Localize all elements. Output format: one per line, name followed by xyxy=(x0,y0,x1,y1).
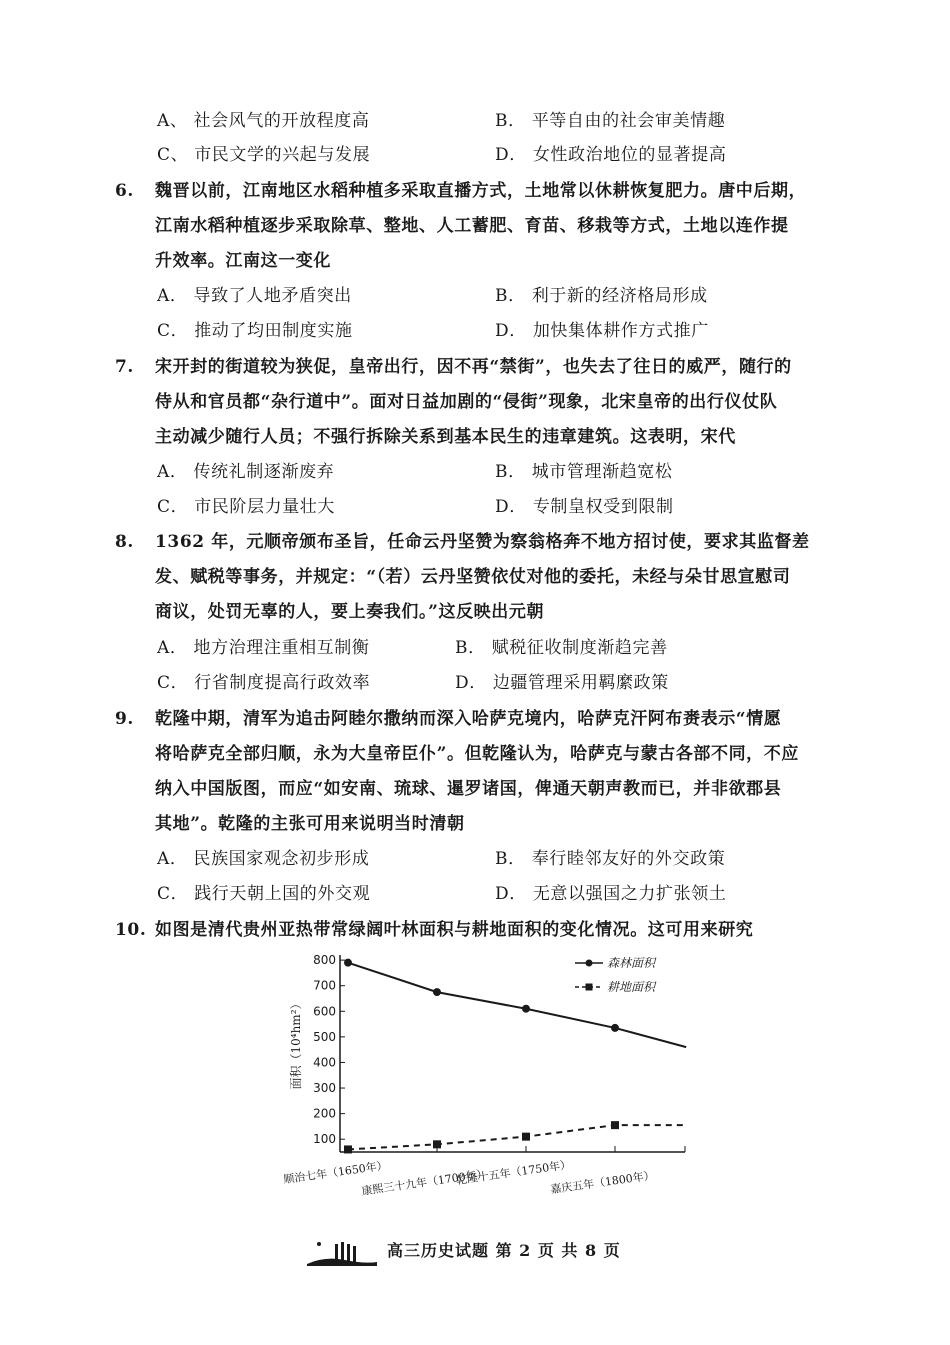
q9-number: 9. xyxy=(115,709,134,729)
data-point xyxy=(522,1133,530,1141)
q8-stem-line-1: 1362 年，元顺帝颁布圣旨，任命云丹坚赞为察翁格奔不地方招讨使，要求其监督差 xyxy=(155,532,810,552)
q9-stem-line-1: 乾隆中期，清军为追击阿睦尔撒纳而深入哈萨克境内，哈萨克汗阿布赉表示“情愿 xyxy=(155,709,782,729)
y-tick-label: 200 xyxy=(313,1106,336,1121)
x-tick-label: 嘉庆五年（1800年） xyxy=(549,1168,656,1197)
q9-option-b: B． 奉行睦邻友好的外交政策 xyxy=(495,849,726,869)
data-point xyxy=(611,1121,619,1129)
q9-stem-line-3: 纳入中国版图，而应“如安南、琉球、暹罗诸国，俾通天朝声教而已，并非欲郡县 xyxy=(155,779,782,799)
y-tick-label: 600 xyxy=(313,1004,336,1019)
q6-option-b: B． 利于新的经济格局形成 xyxy=(495,286,708,306)
legend-marker xyxy=(586,960,593,967)
data-point xyxy=(433,1140,441,1148)
q8-option-b: B． 赋税征收制度渐趋完善 xyxy=(455,638,668,658)
q6-option-c: C． 推动了均田制度实施 xyxy=(157,321,353,341)
q6-option-a: A． 导致了人地矛盾突出 xyxy=(157,286,352,306)
footer-text: 高三历史试题 第 2 页 共 8 页 xyxy=(387,1241,621,1260)
forest-farmland-chart xyxy=(270,945,700,1210)
q8-stem-line-3: 商议，处罚无辜的人，要上奏我们。”这反映出元朝 xyxy=(155,602,545,622)
q5-option-b: B． 平等自由的社会审美情趣 xyxy=(495,111,726,131)
q9-option-a: A． 民族国家观念初步形成 xyxy=(157,849,370,869)
series-line-1 xyxy=(348,963,686,1047)
chart-svg xyxy=(270,945,700,1210)
data-point xyxy=(433,988,441,996)
q5-option-c: C、 市民文学的兴起与发展 xyxy=(157,145,371,165)
x-tick-label: 乾隆十五年（1750年） xyxy=(455,1158,572,1188)
q6-stem-line-2: 江南水稻种植逐步采取除草、整地、人工蓄肥、育苗、移栽等方式，土地以连作提 xyxy=(155,216,789,236)
q8-number: 8. xyxy=(115,532,134,552)
q7-option-b: B． 城市管理渐趋宽松 xyxy=(495,462,673,482)
q6-option-d: D． 加快集体耕作方式推广 xyxy=(495,321,709,341)
q9-stem-line-4: 其地”。乾隆的主张可用来说明当时清朝 xyxy=(155,814,465,834)
data-point xyxy=(344,959,352,967)
q7-stem-line-1: 宋开封的街道较为狭促，皇帝出行，因不再“禁街”，也失去了往日的威严，随行的 xyxy=(155,357,792,377)
data-point xyxy=(344,1145,352,1153)
q7-option-d: D． 专制皇权受到限制 xyxy=(495,497,674,517)
q8-option-a: A． 地方治理注重相互制衡 xyxy=(157,638,370,658)
y-tick-label: 800 xyxy=(313,953,336,968)
y-tick-label: 400 xyxy=(313,1055,336,1070)
x-tick-label: 康熙三十九年（1700年） xyxy=(360,1167,489,1198)
y-axis-label: 面积（10⁴hm²） xyxy=(289,997,303,1090)
legend-label: 森林面积 xyxy=(607,956,656,970)
legend-marker xyxy=(586,984,593,991)
q8-option-d: D． 边疆管理采用羁縻政策 xyxy=(455,673,669,693)
data-point xyxy=(611,1024,619,1032)
x-tick-label: 顺治七年（1650年） xyxy=(282,1158,389,1187)
y-tick-label: 100 xyxy=(313,1132,336,1147)
q8-option-c: C． 行省制度提高行政效率 xyxy=(157,673,371,693)
q7-option-c: C． 市民阶层力量壮大 xyxy=(157,497,336,517)
q5-option-a: A、 社会风气的开放程度高 xyxy=(157,111,370,131)
q10-stem: 如图是清代贵州亚热带常绿阔叶林面积与耕地面积的变化情况。这可用来研究 xyxy=(155,920,754,940)
q9-stem-line-2: 将哈萨克全部归顺，永为大皇帝臣仆”。但乾隆认为，哈萨克与蒙古各部不同，不应 xyxy=(155,744,799,764)
series-line-2 xyxy=(348,1125,686,1149)
q10-number: 10. xyxy=(115,920,147,940)
q6-stem-line-3: 升效率。江南这一变化 xyxy=(155,251,331,271)
y-tick-label: 500 xyxy=(313,1029,336,1044)
q7-stem-line-3: 主动减少随行人员；不强行拆除关系到基本民生的违章建筑。这表明，宋代 xyxy=(155,427,736,447)
page-footer xyxy=(305,1238,645,1268)
q6-stem-line-1: 魏晋以前，江南地区水稻种植多采取直播方式，土地常以休耕恢复肥力。唐中后期， xyxy=(155,181,807,201)
legend-label: 耕地面积 xyxy=(607,980,656,994)
q7-stem-line-2: 侍从和官员都“杂行道中”。面对日益加剧的“侵街”现象，北宋皇帝的出行仪仗队 xyxy=(155,392,778,412)
y-tick-label: 700 xyxy=(313,978,336,993)
q9-option-c: C． 践行天朝上国的外交观 xyxy=(157,884,371,904)
data-point xyxy=(522,1005,530,1013)
y-tick-label: 300 xyxy=(313,1081,336,1096)
footer-logo-icon xyxy=(305,1238,380,1268)
q9-option-d: D． 无意以强国之力扩张领土 xyxy=(495,884,727,904)
q7-number: 7. xyxy=(115,357,134,377)
q7-option-a: A． 传统礼制逐渐废弃 xyxy=(157,462,335,482)
q8-stem-line-2: 发、赋税等事务，并规定：“（若）云丹坚赞依仗对他的委托，未经与朵甘思宣慰司 xyxy=(155,567,791,587)
q6-number: 6. xyxy=(115,181,134,201)
q5-option-d: D． 女性政治地位的显著提高 xyxy=(495,145,727,165)
